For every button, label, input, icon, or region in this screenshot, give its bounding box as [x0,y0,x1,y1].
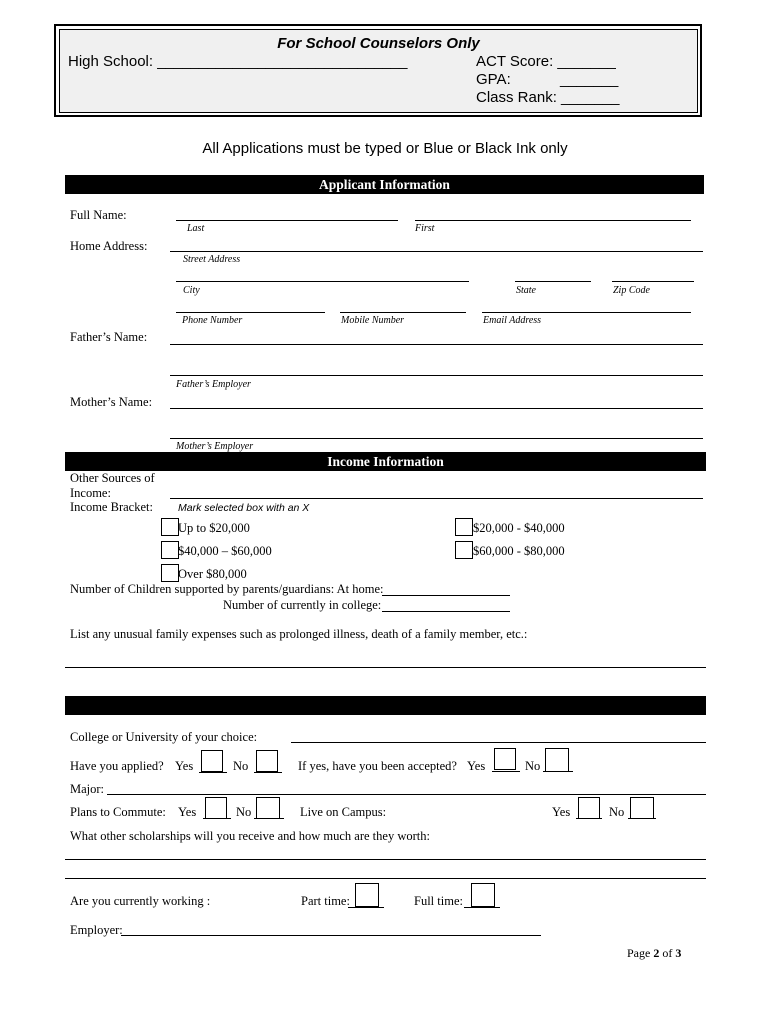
applied-no-underline [254,772,282,773]
campus-no-label: No [609,805,625,819]
page-number [627,946,681,961]
other-sources-line[interactable] [170,498,703,499]
gpa-field[interactable]: _______ [560,71,619,88]
college-choice-label: College or University of your choice: [70,730,258,744]
mother-name-line[interactable] [170,408,703,409]
mother-employer-caption: Mother’s Employer [176,441,254,452]
counselor-title: For School Counselors Only [277,35,480,52]
income-option-label: Up to $20,000 [178,521,250,535]
full-time-underline [464,907,500,908]
applied-no-checkbox[interactable] [256,750,278,772]
accepted-label: If yes, have you been accepted? [298,759,457,773]
applied-no-label: No [233,759,249,773]
mark-box-note: Mark selected box with an X [178,502,310,514]
accepted-no-underline [543,771,573,772]
unusual-expenses-label: List any unusual family expenses such as prolonged illness, death of a family member, etc.: [70,627,528,641]
income-bracket-label: Income Bracket: [70,500,153,514]
part-time-underline [348,907,384,908]
commute-no-checkbox[interactable] [256,797,280,819]
page-total: 3 [675,946,682,960]
income-checkbox-60k-80k[interactable] [455,541,473,559]
children-college-label: Number of currently in college: [223,598,382,612]
commute-label: Plans to Commute: [70,805,166,819]
father-name-line[interactable] [170,344,703,345]
employer-line[interactable] [121,935,541,936]
income-checkbox-20k-40k[interactable] [455,518,473,536]
other-sources-label-2: Income: [70,486,111,500]
phone-caption: Phone Number [182,315,243,326]
income-option-label: $20,000 - $40,000 [473,521,565,535]
applied-label: Have you applied? [70,759,164,773]
page-current: 2 [653,946,660,960]
commute-no-underline [254,818,284,819]
last-name-line[interactable] [176,220,398,221]
page-of: of [659,946,676,960]
part-time-label: Part time: [301,894,350,908]
email-line[interactable] [482,312,691,313]
first-caption: First [415,223,435,234]
college-choice-line[interactable] [291,742,706,743]
father-employer-caption: Father’s Employer [176,379,251,390]
full-name-label: Full Name: [70,208,127,222]
campus-yes-label: Yes [552,805,571,819]
commute-yes-checkbox[interactable] [205,797,227,819]
mobile-caption: Mobile Number [341,315,405,326]
father-name-label: Father’s Name: [70,330,148,344]
full-time-checkbox[interactable] [471,883,495,907]
zip-caption: Zip Code [613,285,650,296]
campus-yes-checkbox[interactable] [578,797,600,819]
income-option-label: $40,000 – $60,000 [178,544,272,558]
income-checkbox-up-to-20k[interactable] [161,518,179,536]
income-option-label: $60,000 - $80,000 [473,544,565,558]
scholarships-line-1[interactable] [65,859,706,860]
campus-no-underline [628,818,656,819]
college-section-header [65,696,706,715]
class-rank-field[interactable]: Class Rank: _______ [476,89,620,106]
income-option-label: Over $80,000 [178,567,247,581]
income-section-header: Income Information [65,452,706,471]
unusual-expenses-line[interactable] [65,667,706,668]
accepted-yes-underline [492,771,520,772]
scholarships-label: What other scholarships will you receive and how much are they worth: [70,829,430,843]
applicant-section-header: Applicant Information [65,175,704,194]
commute-no-label: No [236,805,252,819]
state-line[interactable] [515,281,591,282]
city-caption: City [183,285,200,296]
income-checkbox-40k-60k[interactable] [161,541,179,559]
city-line[interactable] [176,281,469,282]
mobile-line[interactable] [340,312,466,313]
applied-yes-underline [199,772,227,773]
full-time-label: Full time: [414,894,463,908]
phone-line[interactable] [176,312,325,313]
ink-instruction: All Applications must be typed or Blue or Black Ink only [202,140,568,157]
high-school-field[interactable]: High School: ______________________________ [68,53,408,70]
applied-yes-label: Yes [175,759,194,773]
street-line[interactable] [170,251,703,252]
mother-employer-line[interactable] [170,438,703,439]
employer-label: Employer: [70,923,123,937]
gpa-label: GPA: [476,71,511,88]
state-caption: State [516,285,536,296]
commute-yes-underline [203,818,231,819]
accepted-yes-label: Yes [467,759,486,773]
email-caption: Email Address [483,315,542,326]
accepted-no-checkbox[interactable] [545,748,569,772]
other-sources-label-1: Other Sources of [70,471,155,485]
applied-yes-checkbox[interactable] [201,750,223,772]
commute-yes-label: Yes [178,805,197,819]
children-college-line[interactable] [382,611,510,612]
major-line[interactable] [107,794,706,795]
children-home-label: Number of Children supported by parents/guardians: At home: [70,582,384,596]
accepted-yes-checkbox[interactable] [494,748,516,770]
part-time-checkbox[interactable] [355,883,379,907]
children-home-line[interactable] [382,595,510,596]
working-label: Are you currently working : [70,894,211,908]
income-checkbox-over-80k[interactable] [161,564,179,582]
first-name-line[interactable] [415,220,691,221]
campus-yes-underline [576,818,602,819]
last-caption: Last [187,223,205,234]
accepted-no-label: No [525,759,541,773]
scholarships-line-2[interactable] [65,878,706,879]
zip-line[interactable] [612,281,694,282]
campus-label: Live on Campus: [300,805,387,819]
mother-name-label: Mother’s Name: [70,395,153,409]
father-employer-line[interactable] [170,375,703,376]
street-caption: Street Address [183,254,241,265]
major-label: Major: [70,782,105,796]
campus-no-checkbox[interactable] [630,797,654,819]
page-prefix: Page [627,946,654,960]
act-score-field[interactable]: ACT Score: _______ [476,53,616,70]
home-address-label: Home Address: [70,239,148,253]
